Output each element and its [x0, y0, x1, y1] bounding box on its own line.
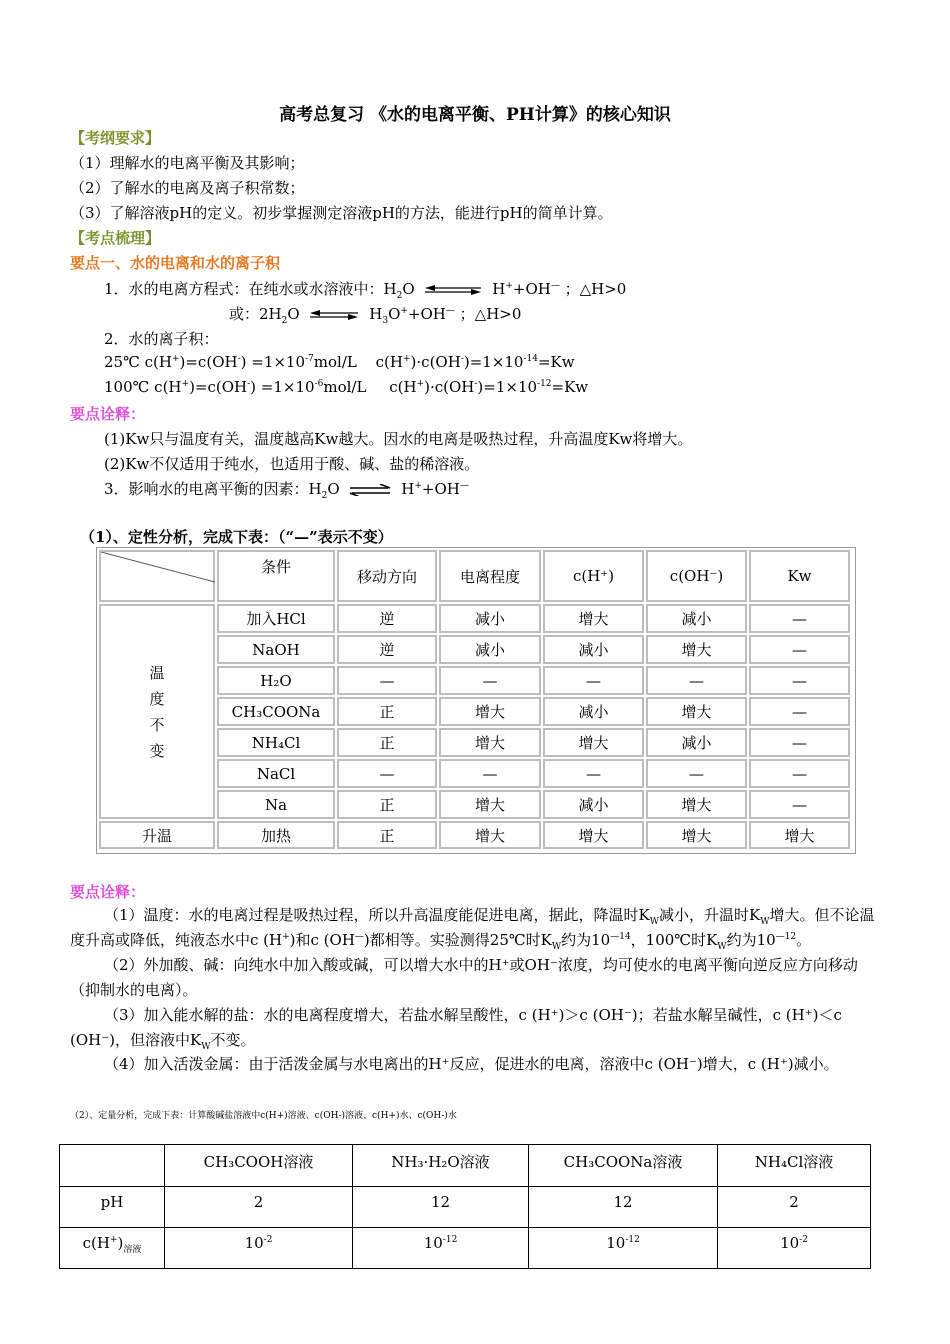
kaogang-item-3: （3）了解溶液pH的定义。初步掌握测定溶液pH的方法，能进行pH的简单计算。 — [70, 204, 613, 222]
table1-cell: — — [749, 635, 850, 664]
note2-para-4: （4）加入活泼金属：由于活泼金属与水电离出的H⁺反应，促进水的电离，溶液中c (OH⁻)增大，c (H⁺)减小。 — [104, 1055, 839, 1073]
table1-cell: 正 — [337, 728, 437, 757]
table2-cell: 12 — [528, 1186, 718, 1228]
table1-cell: 正 — [337, 821, 437, 849]
kaogang-heading: 【考纲要求】 — [70, 129, 161, 147]
table1-cell: Na — [217, 790, 335, 819]
table1-cell: — — [749, 666, 850, 695]
page-title: 高考总复习 《水的电离平衡、PH计算》的核心知识 — [279, 105, 671, 125]
table1-cell: — — [439, 666, 541, 695]
table2-cell: pH — [59, 1186, 165, 1228]
table1-cell: — — [543, 666, 644, 695]
table2-caption: （2）、定量分析，完成下表：计算酸碱盐溶液中c(H+)溶液、c(OH-)溶液、c(H+)水、c(OH-)水 — [70, 1111, 457, 1121]
table1-cell: CH₃COONa — [217, 697, 335, 726]
table1-cell: 正 — [337, 790, 437, 819]
table1-cell: 逆 — [337, 635, 437, 664]
table1-cell: 增大 — [646, 790, 747, 819]
table1-cell: — — [749, 604, 850, 633]
table1-group-label: 温 度 不 变 — [99, 604, 215, 819]
note2-para-1: （1）温度：水的电离过程是吸热过程，所以升高温度能促进电离，据此，降温时$K_W$减小，升温时$K_W$增大。但不论温度升高或降低，纯液态水中c (H+)和c (OH—)都相等。实验测得25℃时$K_W$约为$10^{—14}$，100℃时$K_W$约为$10^{—12}$。 — [70, 906, 875, 952]
table1-cell: 增大 — [543, 728, 644, 757]
note1-item-1: (1)Kw只与温度有关，温度越高Kw越大。因水的电离是吸热过程，升高温度Kw将增大。 — [104, 430, 693, 448]
table1-cell: — — [337, 759, 437, 788]
table1-header-cell: 条件 — [217, 550, 335, 602]
kaogang-item-1: （1）理解水的电离平衡及其影响； — [70, 154, 305, 172]
table2-cell: $10^{-2}$ — [164, 1227, 353, 1269]
table2-cell: $10^{-2}$ — [717, 1227, 871, 1269]
table1-cell: 减小 — [543, 790, 644, 819]
table1-cell: NaOH — [217, 635, 335, 664]
table1-cell: 加入HCl — [217, 604, 335, 633]
table1-cell: 减小 — [646, 728, 747, 757]
table2-cell: 2 — [164, 1186, 353, 1228]
table1-cell: — — [337, 666, 437, 695]
point1-heading: 要点一、水的电离和水的离子积 — [70, 254, 281, 272]
table1-cell: 减小 — [439, 604, 541, 633]
kaogang-item-2: （2）了解水的电离及离子积常数； — [70, 179, 305, 197]
factors-line: 3．影响水的电离平衡的因素：$H_2O$ H++OH— — [104, 480, 469, 501]
table1-cell: H₂O — [217, 666, 335, 695]
table1-cell: 减小 — [543, 697, 644, 726]
reversible-arrow-icon — [423, 285, 483, 295]
quantitative-table — [59, 1144, 871, 1269]
table1-cell: — — [749, 697, 850, 726]
table2-header-cell: NH₃·H₂O溶液 — [352, 1144, 529, 1187]
table1-cell: — — [749, 790, 850, 819]
table1-cell: 增大 — [749, 821, 850, 849]
table1-cell: 增大 — [646, 821, 747, 849]
table2-header-cell — [59, 1144, 165, 1187]
table1-cell: 增大 — [439, 821, 541, 849]
table2-header-cell: NH₄Cl溶液 — [717, 1144, 871, 1187]
table1-header-cell: c(OH⁻) — [646, 550, 747, 602]
table1-header-cell: c(H⁺) — [543, 550, 644, 602]
ion-product-25c: 25℃ $c(H^+)=c(OH^-) =1\times 10^{-7}mol/L$ $c(H^+)\cdot c(OH^-)=1\times 10^{-14}=Kw$ — [104, 353, 575, 371]
table1-cell: 减小 — [439, 635, 541, 664]
table1-cell: — — [749, 759, 850, 788]
table1-cell: — — [646, 666, 747, 695]
equilibrium-arrow-icon — [348, 484, 392, 496]
reversible-arrow-icon — [308, 310, 360, 320]
table1-header-cell: 电离程度 — [439, 550, 541, 602]
ion-product-label: 2．水的离子积： — [104, 330, 219, 348]
ion-product-100c: 100℃ $c(H^+)=c(OH^-) =1\times 10^{-6}mol/L$ $c(H^+)\cdot c(OH^-)=1\times 10^{-12}=Kw$ — [104, 378, 589, 396]
table1-header-cell: Kw — [749, 550, 850, 602]
table2-row-label: $c(H^+)_{溶液}$ — [59, 1227, 165, 1269]
table1-cell: — — [439, 759, 541, 788]
table1-corner-cell — [99, 550, 215, 602]
kaodian-heading: 【考点梳理】 — [70, 229, 161, 247]
table1-cell: NaCl — [217, 759, 335, 788]
table1-cell: NH₄Cl — [217, 728, 335, 757]
table2-header-cell: CH₃COONa溶液 — [528, 1144, 718, 1187]
table1-cell: 增大 — [646, 697, 747, 726]
table1-cell: — — [749, 728, 850, 757]
table1-caption: （1）、定性分析，完成下表：（“—”表示不变） — [80, 528, 393, 546]
table1-header-cell: 移动方向 — [337, 550, 437, 602]
note2-heading: 要点诠释： — [70, 883, 146, 901]
table1-cell: 增大 — [646, 635, 747, 664]
table1-cell: 加热 — [217, 821, 335, 849]
table2-cell: 2 — [717, 1186, 871, 1228]
table1-cell: 增大 — [543, 604, 644, 633]
table1-cell: 增大 — [439, 790, 541, 819]
table1-cell: 增大 — [439, 697, 541, 726]
diagonal-line — [101, 552, 215, 602]
note2-para-2: （2）外加酸、碱：向纯水中加入酸或碱，可以增大水中的H⁺或OH⁻浓度，均可使水的电离平衡向逆反应方向移动（抑制水的电离）。 — [70, 956, 858, 999]
table1-cell: 正 — [337, 697, 437, 726]
table1-cell: — — [646, 759, 747, 788]
table1-cell: 增大 — [439, 728, 541, 757]
table2-cell: $10^{-12}$ — [352, 1227, 529, 1269]
note1-item-2: (2)Kw不仅适用于纯水，也适用于酸、碱、盐的稀溶液。 — [104, 455, 480, 473]
qualitative-table — [96, 547, 856, 854]
note1-heading: 要点诠释： — [70, 405, 146, 423]
equation-line-2: 或：$2H_2O$ $H_3O^++OH^—$ ；△H>0 — [229, 305, 522, 326]
table2-cell: 12 — [352, 1186, 529, 1228]
table1-cell: 逆 — [337, 604, 437, 633]
equation-line-1: 1．水的电离方程式：在纯水或水溶液中：$H_2O$ H++OH— ；△H>0 — [104, 280, 627, 301]
table2-cell: $10^{-12}$ — [528, 1227, 718, 1269]
table2-header-cell: CH₃COOH溶液 — [164, 1144, 353, 1187]
table1-cell: 增大 — [543, 821, 644, 849]
table1-cell: 减小 — [543, 635, 644, 664]
table1-group-label: 升温 — [99, 821, 215, 849]
table1-cell: — — [543, 759, 644, 788]
note2-para-3: （3）加入能水解的盐：水的电离程度增大，若盐水解呈酸性，c (H⁺)＞c (OH⁻)；若盐水解呈碱性，c (H⁺)＜c (OH⁻)，但溶液中$K_W$不变。 — [70, 1006, 842, 1052]
table1-cell: 减小 — [646, 604, 747, 633]
